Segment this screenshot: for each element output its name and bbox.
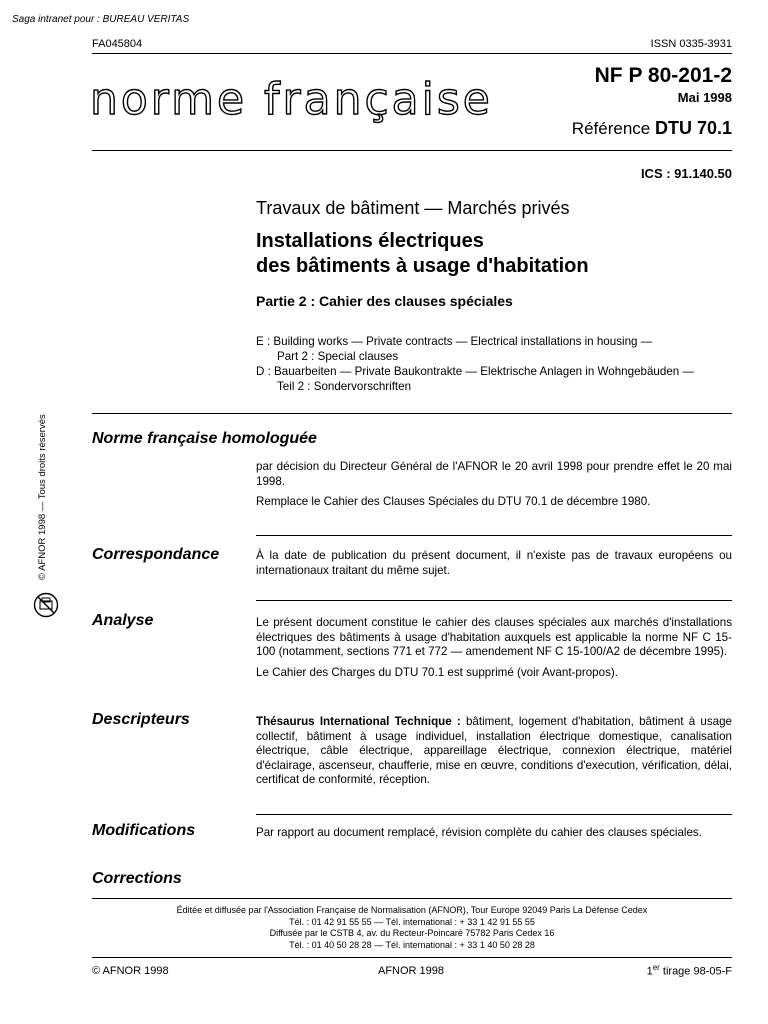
section-title-homologuee: Norme française homologuée — [92, 430, 317, 447]
footer-rule — [92, 898, 732, 899]
homologuee-p2: Remplace le Cahier des Clauses Spéciales du DTU 70.1 de décembre 1980. — [256, 495, 651, 508]
publisher-line-4: Tél. : 01 40 50 28 28 — Tél. international : + 33 1 40 50 28 28 — [289, 939, 535, 950]
standard-number: NF P 80-201-2 — [594, 64, 732, 87]
part-title: Partie 2 : Cahier des clauses spéciales — [256, 293, 513, 309]
analyse-p1: Le présent document constitue le cahier des clauses spéciales aux marchés d'installations électriques des bâtiments à usage d'habitation auxquels est applicable la norme NF C 15-100 (notamment, sections 771 et 772 — amendement NF C 15-100/A2 de décembre 1995). — [256, 616, 732, 658]
logo-rule — [92, 150, 732, 151]
homologuee-p1: par décision du Directeur Général de l'AFNOR le 20 avril 1998 pour prendre effet le 20 mai 1998. — [256, 460, 732, 488]
no-photocopy-icon — [33, 592, 59, 618]
footer-print-run — [647, 963, 732, 978]
correspondance-body — [256, 549, 732, 584]
descripteurs-p1 — [256, 715, 732, 788]
reference-label: Référence — [571, 119, 651, 138]
bottom-rule — [92, 957, 732, 958]
descripteurs-body — [256, 715, 732, 794]
title-rule — [92, 413, 732, 414]
reference-value: DTU 70.1 — [654, 118, 732, 138]
publication-date: Mai 1998 — [677, 90, 732, 105]
header-rule — [92, 53, 732, 54]
analyse-p2: Le Cahier des Charges du DTU 70.1 est supprimé (voir Avant-propos). — [256, 665, 618, 679]
rule-3 — [256, 814, 732, 815]
issn: ISSN 0335-3931 — [650, 38, 732, 50]
intranet-watermark: Saga intranet pour : BUREAU VERITAS — [12, 14, 190, 25]
title-line-1: Installations électriques — [256, 230, 484, 252]
print-run-ordinal: er — [652, 963, 660, 972]
section-title-descripteurs: Descripteurs — [92, 711, 190, 728]
modifications-p1: Par rapport au document remplacé, révision complète du cahier des clauses spéciales. — [256, 826, 702, 839]
english-title-2: Part 2 : Special clauses — [277, 350, 399, 363]
print-run-text: tirage 98-05-F — [662, 965, 732, 978]
correspondance-p1: À la date de publication du présent document, il n'existe pas de travaux européens ou internationaux traitant du même sujet. — [256, 549, 732, 577]
german-title-2: Teil 2 : Sondervorschriften — [277, 380, 412, 393]
title-line-2: des bâtiments à usage d'habitation — [256, 255, 589, 277]
section-title-modifications: Modifications — [92, 822, 196, 839]
side-copyright: © AFNOR 1998 — Tous droits réservés — [37, 414, 48, 580]
homologuee-body — [256, 460, 732, 516]
analyse-body — [256, 616, 732, 686]
section-title-correspondance: Correspondance — [92, 546, 220, 563]
section-title-corrections: Corrections — [92, 870, 182, 887]
doc-id: FA045804 — [92, 38, 143, 50]
rule-2 — [256, 600, 732, 601]
print-run-number: 1 — [646, 965, 653, 978]
publisher-info — [92, 905, 732, 951]
publisher-line-1: Éditée et diffusée par l'Association Française de Normalisation (AFNOR), Tour Europe 92049 Paris La Défense Cedex — [176, 905, 648, 915]
rule-1 — [256, 535, 732, 536]
publisher-line-2: Tél. : 01 42 91 55 55 — Tél. international : + 33 1 42 91 55 55 — [289, 916, 535, 927]
footer-copyright: © AFNOR 1998 — [92, 965, 169, 977]
reference — [572, 118, 732, 139]
modifications-body — [256, 826, 732, 847]
norme-francaise-logo: norme française — [90, 74, 493, 125]
section-title-analyse: Analyse — [92, 612, 154, 629]
descripteurs-keywords: bâtiment, logement d'habitation, bâtiment à usage collectif, bâtiment à usage individuel, installation électrique domestique, canalisation électrique, câble électrique, appareillage électrique, connexion électrique, matériel d'éclairage, ascenseur, chaufferie, mise en œuvre, conditions d'execution, vérification, délai, certificat de conformité, réception. — [256, 715, 732, 786]
english-title-1: E : Building works — Private contracts — Electrical installations in housing — — [256, 335, 653, 348]
subtitle: Travaux de bâtiment — Marchés privés — [256, 198, 570, 218]
footer-publisher: AFNOR 1998 — [378, 965, 445, 977]
publisher-line-3: Diffusée par le CSTB 4, av. du Recteur-Poincaré 75782 Paris Cedex 16 — [269, 928, 555, 938]
ics-code: ICS : 91.140.50 — [640, 166, 732, 181]
descripteurs-lead: Thésaurus International Technique : — [256, 715, 461, 728]
german-title-1: D : Bauarbeiten — Private Baukontrakte — Elektrische Anlagen in Wohngebäuden — — [256, 365, 695, 378]
